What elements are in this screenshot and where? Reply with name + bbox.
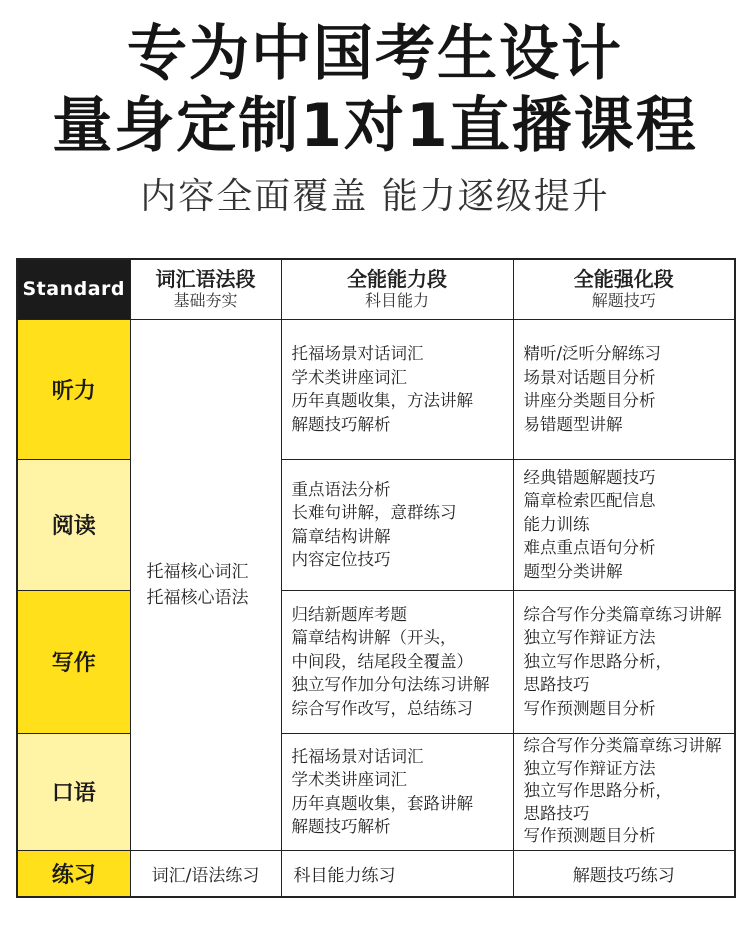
row-label-speaking: 口语	[17, 733, 130, 850]
list-item: 篇章结构讲解（开头，	[291, 628, 457, 648]
list-item: 中间段，结尾段全覆盖）	[291, 651, 473, 671]
list-item: 综合写作分类篇章练习讲解	[523, 736, 722, 756]
list-item: 讲座分类题目分析	[523, 391, 656, 410]
list-item: 难点重点语句分析	[523, 538, 656, 558]
list-item: 历年真题收集，套路讲解	[291, 793, 473, 813]
table-row-writing	[17, 590, 735, 733]
table-row-reading	[17, 459, 735, 590]
list-item: 综合写作分类篇章练习讲解	[523, 604, 722, 624]
list-item: 精听/泛听分解练习	[523, 344, 662, 363]
list-item: 篇章检索匹配信息	[523, 491, 656, 511]
list-item: 独立写作辩证方法	[523, 758, 656, 778]
list-item: 综合写作改写，总结练习	[291, 698, 473, 718]
core-vocab-cell	[130, 319, 281, 850]
list-item: 历年真题收集，方法讲解	[291, 391, 473, 410]
list-item: 场景对话题目分析	[523, 367, 656, 387]
table-row-practice	[17, 850, 735, 897]
list-item: 重点语法分析	[291, 479, 391, 499]
column-title: 词汇语法段	[155, 267, 256, 292]
subtitle: 内容全面覆盖 能力逐级提升	[140, 176, 610, 217]
list-item: 思路技巧	[523, 803, 590, 823]
column-subtitle: 基础夯实	[173, 291, 238, 311]
table-header-row	[17, 259, 735, 319]
practice-vocab: 词汇/语法练习	[130, 850, 281, 897]
corner-cell-standard: Standard	[17, 259, 130, 319]
course-table	[16, 258, 736, 898]
list-item: 易错题型讲解	[523, 414, 623, 434]
column-title: 全能能力段	[347, 267, 447, 292]
list-item: 独立写作思路分析，	[523, 651, 672, 671]
row-label-practice: 练习	[17, 850, 130, 897]
column-header-vocab	[130, 259, 281, 319]
list-item: 解题技巧解析	[291, 414, 391, 434]
row-label-writing: 写作	[17, 590, 130, 733]
list-item: 题型分类讲解	[523, 561, 623, 581]
column-header-ability	[281, 259, 513, 319]
column-subtitle: 解题技巧	[591, 291, 656, 311]
practice-strengthen: 解题技巧练习	[513, 850, 735, 897]
list-item: 学术类讲座词汇	[291, 770, 407, 789]
column-subtitle: 科目能力	[364, 291, 429, 311]
list-item: 独立写作加分句法练习讲解	[291, 675, 490, 695]
headline-line-1: 专为中国考生设计	[127, 19, 623, 89]
table-row-listening	[17, 319, 735, 459]
core-vocab-item: 托福核心语法	[146, 587, 249, 608]
list-item: 长难句讲解，意群练习	[291, 503, 457, 522]
list-item: 托福场景对话词汇	[291, 344, 424, 363]
row-label-listening: 听力	[17, 319, 130, 459]
list-item: 写作预测题目分析	[523, 826, 656, 846]
practice-ability: 科目能力练习	[281, 850, 513, 897]
core-vocab-item: 托福核心词汇	[146, 561, 249, 582]
list-item: 经典错题解题技巧	[523, 467, 656, 487]
list-item: 学术类讲座词汇	[291, 367, 407, 387]
strengthen-cell-writing	[513, 590, 735, 733]
strengthen-cell-reading	[513, 459, 735, 590]
list-item: 篇章结构讲解	[291, 526, 391, 546]
list-item: 思路技巧	[523, 675, 590, 695]
list-item: 归结新题库考题	[291, 604, 407, 624]
ability-cell-writing	[281, 590, 513, 733]
list-item: 解题技巧解析	[291, 817, 391, 836]
strengthen-cell-listening	[513, 319, 735, 459]
ability-cell-reading	[281, 459, 513, 590]
list-item: 独立写作思路分析，	[523, 781, 672, 801]
list-item: 托福场景对话词汇	[291, 746, 424, 766]
ability-cell-speaking	[281, 733, 513, 850]
column-header-strengthen	[513, 259, 735, 319]
table-row-speaking	[17, 733, 735, 850]
list-item: 能力训练	[523, 514, 590, 534]
list-item: 写作预测题目分析	[523, 698, 656, 718]
row-label-reading: 阅读	[17, 459, 130, 590]
column-title: 全能强化段	[573, 267, 674, 292]
headline-line-2: 量身定制1对1直播课程	[52, 91, 698, 161]
ability-cell-listening	[281, 319, 513, 459]
list-item: 独立写作辩证方法	[523, 628, 656, 648]
strengthen-cell-speaking	[513, 733, 735, 850]
list-item: 内容定位技巧	[291, 550, 391, 569]
